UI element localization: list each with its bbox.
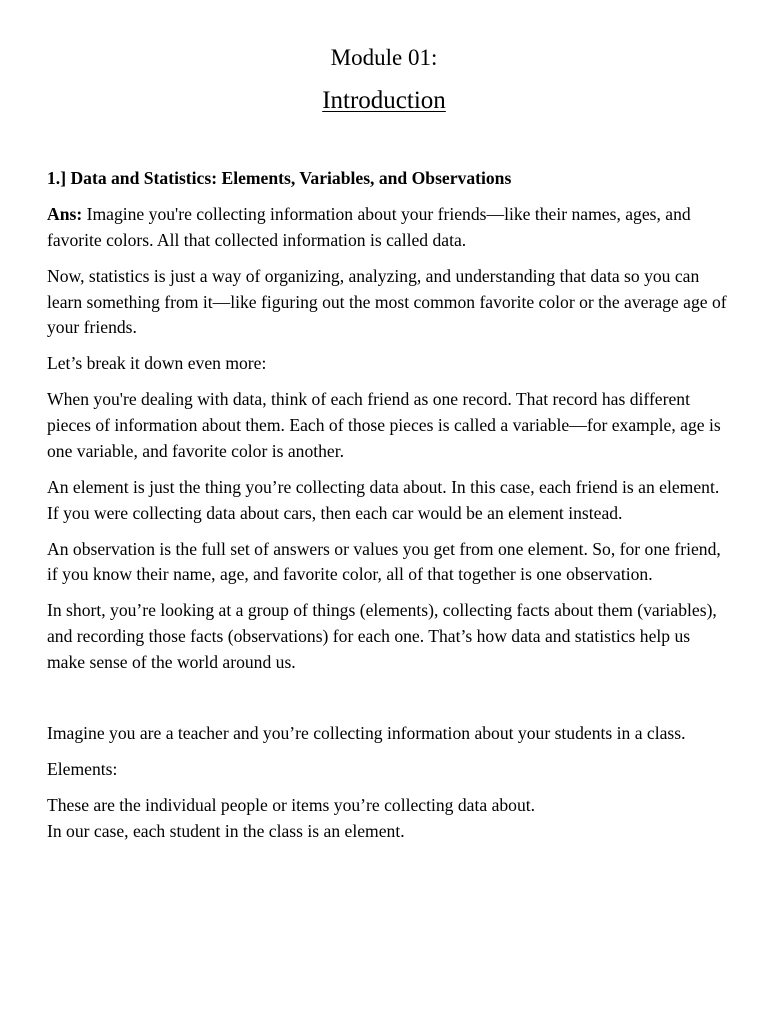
paragraph-observations: An observation is the full set of answers or values you get from one element. So, for one friend, if you know their name, age, and favorite color, all of that together is one observation. <box>47 538 721 585</box>
paragraph-elements: An element is just the thing you’re collecting data about. In this case, each friend is an element. If you were collecting data about cars, then each car would be an element instead. <box>47 476 720 523</box>
answer-text: Imagine you're collecting information about your friends—like their names, ages, and favorite colors. All that collected information is called data. <box>47 203 691 250</box>
elements-line-1: These are the individual people or items you’re collecting data about. <box>47 795 536 816</box>
elements-definition <box>47 793 727 845</box>
answer-label: Ans: <box>47 203 83 224</box>
answer-paragraph <box>47 202 727 254</box>
document-body <box>47 166 727 855</box>
module-title: Module 01: <box>330 45 438 70</box>
elements-line-2: In our case, each student in the class is an element. <box>47 820 405 841</box>
paragraph-teacher-example: Imagine you are a teacher and you’re collecting information about your students in a class. <box>47 723 686 744</box>
paragraph-summary: In short, you’re looking at a group of things (elements), collecting facts about them (variables), and recording those facts (observations) for each one. That’s how data and statistics help us make sense of the world around us. <box>47 600 717 673</box>
paragraph-variables: When you're dealing with data, think of each friend as one record. That record has different pieces of information about them. Each of those pieces is called a variable—for example, age is one variable, and favorite color is another. <box>47 389 721 461</box>
page-title <box>0 86 768 116</box>
question-heading: 1.] Data and Statistics: Elements, Variables, and Observations <box>47 168 512 188</box>
page-title-text: Introduction <box>322 87 446 114</box>
paragraph-break-down: Let’s break it down even more: <box>47 353 267 374</box>
paragraph-statistics: Now, statistics is just a way of organizing, analyzing, and understanding that data so you can learn something from it—like figuring out the most common favorite color or the average age of your friends. <box>47 265 727 338</box>
elements-heading: Elements: <box>47 759 118 780</box>
section-spacer <box>47 686 727 721</box>
